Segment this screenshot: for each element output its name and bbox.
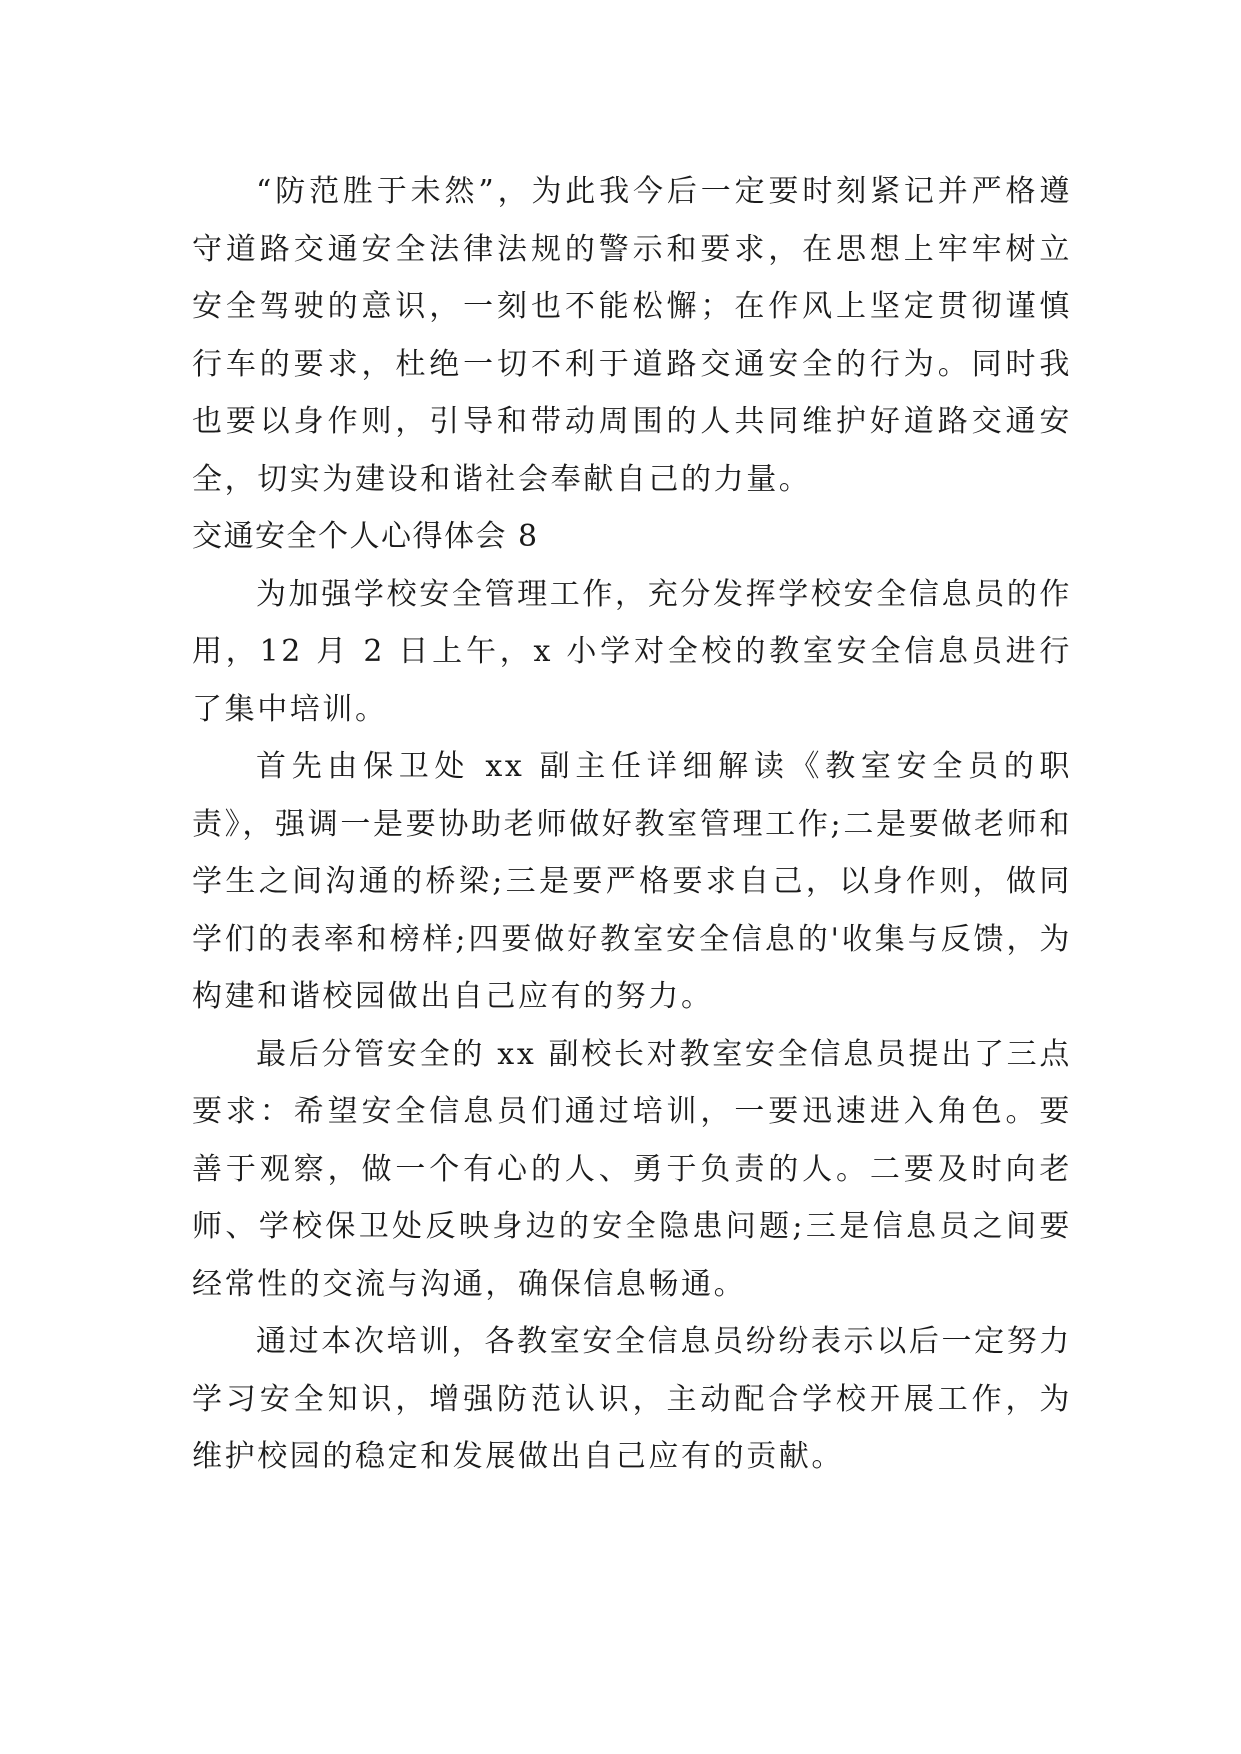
paragraph-requirements: 最后分管安全的 xx 副校长对教室安全信息员提出了三点要求：希望安全信息员们通过培训，一要迅速进入角色。要善于观察，做一个有心的人、勇于负责的人。二要及时向老师、学校保卫处反映身边的安全隐患问题;三是信息员之间要经常性的交流与沟通，确保信息畅通。 [192,1036,1072,1302]
paragraph-prevention: “防范胜于未然”，为此我今后一定要时刻紧记并严格遵守道路交通安全法律法规的警示和要求，在思想上牢牢树立安全驾驶的意识，一刻也不能松懈；在作风上坚定贯彻谨慎行车的要求，杜绝一切不利于道路交通安全的行为。同时我也要以身作则，引导和带动周围的人共同维护好道路交通安全，切实为建设和谐社会奉献自己的力量。 [192,174,1072,497]
paragraph-training-intro: 为加强学校安全管理工作，充分发挥学校安全信息员的作用，12 月 2 日上午，x 小学对全校的教室安全信息员进行了集中培训。 [192,576,1072,727]
paragraph-duties: 首先由保卫处 xx 副主任详细解读《教室安全员的职责》，强调一是要协助老师做好教室管理工作;二是要做老师和学生之间沟通的桥梁;三是要严格要求自己，以身作则，做同学们的表率和榜样;四要做好教室安全信息的'收集与反馈，为构建和谐校园做出自己应有的努力。 [192,749,1072,1014]
document-body [192,163,1072,1486]
paragraph-conclusion: 通过本次培训，各教室安全信息员纷纷表示以后一定努力学习安全知识，增强防范认识，主动配合学校开展工作，为维护校园的稳定和发展做出自己应有的贡献。 [192,1324,1072,1474]
section-title: 交通安全个人心得体会 8 [192,519,539,554]
